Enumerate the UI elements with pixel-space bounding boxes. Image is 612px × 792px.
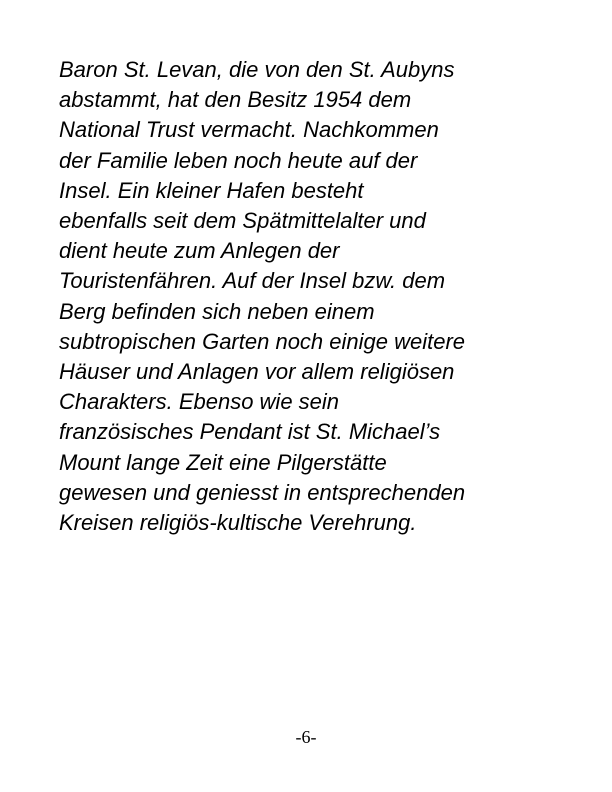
paragraph-line-9: Berg befinden sich neben einem [59, 298, 375, 324]
paragraph-line-15: gewesen und geniesst in entsprechenden [59, 479, 466, 505]
paragraph-line-2: abstammt, hat den Besitz 1954 dem [59, 87, 412, 113]
paragraph-line-1: Baron St. Levan, die von den St. Aubyns [59, 57, 455, 82]
paragraph-line-13: französisches Pendant ist St. Michael’s [59, 419, 441, 445]
paragraph-line-7: dient heute zum Anlegen der [59, 238, 340, 264]
paragraph-line-10: subtropischen Garten noch einige weitere [59, 328, 466, 354]
body-paragraph [59, 55, 599, 538]
page-number: -6- [295, 727, 317, 747]
paragraph-line-11: Häuser und Anlagen vor allem religiösen [59, 359, 455, 385]
paragraph-line-16: Kreisen religiös-kultische Verehrung. [59, 510, 417, 536]
paragraph-line-4: der Familie leben noch heute auf der [59, 147, 418, 173]
paragraph-line-12: Charakters. Ebenso wie sein [59, 389, 340, 415]
paragraph-line-8: Touristenfähren. Auf der Insel bzw. dem [59, 268, 446, 294]
paragraph-line-14: Mount lange Zeit eine Pilgerstätte [59, 449, 387, 475]
paragraph-line-5: Insel. Ein kleiner Hafen besteht [59, 177, 364, 203]
paragraph-line-6: ebenfalls seit dem Spätmittelalter und [59, 208, 426, 234]
paragraph-line-3: National Trust vermacht. Nachkommen [59, 117, 439, 143]
